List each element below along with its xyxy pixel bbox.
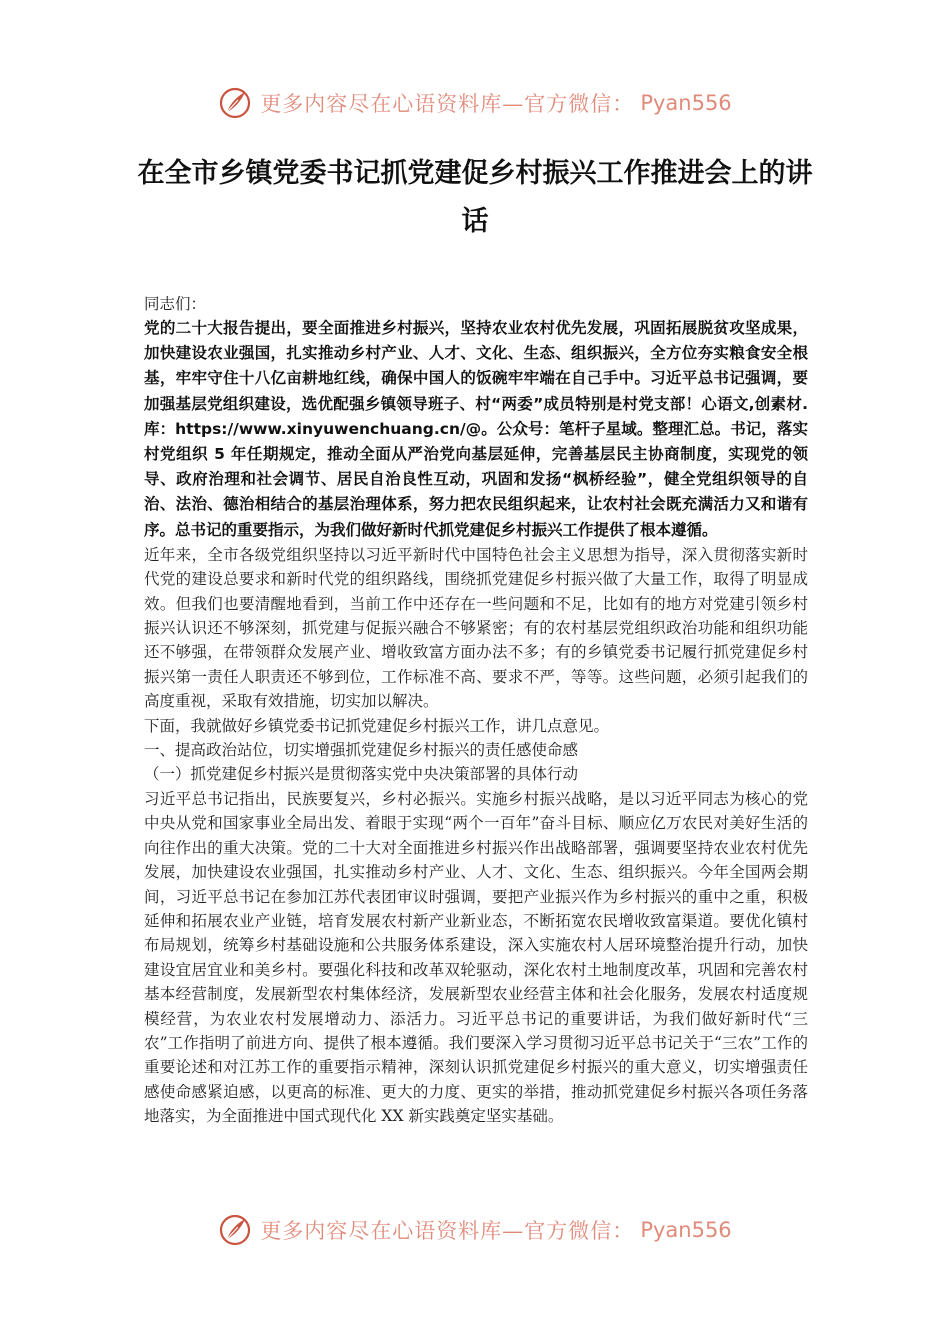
paragraph: 近年来，全市各级党组织坚持以习近平新时代中国特色社会主义思想为指导，深入贯彻落实新时代党的建设总要求和新时代党的组织路线，围绕抓党建促乡村振兴做了大量工作，取得了明显成效。但我们也要清醒地看到，当前工作中还存在一些问题和不足，比如有的地方对党建引领乡村振兴认识还不够深刻，抓党建与促振兴融合不够紧密；有的农村基层党组织政治功能和组织功能还不够强，在带领群众发展产业、增收致富方面办法不多；有的乡镇党委书记履行抓党建促乡村振兴第一责任人职责还不够到位，工作标准不高、要求不严，等等。这些问题，必须引起我们的高度重视，采取有效措施，切实加以解决。 — [144, 545, 808, 711]
quill-pen-icon — [218, 1213, 252, 1247]
paragraph: 习近平总书记指出，民族要复兴，乡村必振兴。实施乡村振兴战略，是以习近平同志为核心的党中央从党和国家事业全局出发、着眼于实现“两个一百年”奋斗目标、顺应亿万农民对美好生活的向往作出的重大决策。党的二十大对全面推进乡村振兴作出战略部署，强调要坚持农业农村优先发展，加快建设农业强国，扎实推动乡村产业、人才、文化、生态、组织振兴。今年全国两会期间，习近平总书记在参加江苏代表团审议时强调，要把产业振兴作为乡村振兴的重中之重，积极延伸和拓展农业产业链，培育发展农村新产业新业态，不断拓宽农民增收致富渠道。要优化镇村布局规划，统筹乡村基础设施和公共服务体系建设，深入实施农村人居环境整治提升行动，加快建设宜居宜业和美乡村。要强化科技和改革双轮驱动，深化农村土地制度改革，巩固和完善农村基本经营制度，发展新型农村集体经济，发展新型农业经营主体和社会化服务，发展农村适度规模经营，为农业农村发展增动力、添活力。习近平总书记的重要讲话，为我们做好新时代“三农”工作指明了前进方向、提供了根本遵循。我们要深入学习贯彻习近平总书记关于“三农”工作的重要论述和对江苏工作的重要指示精神，深刻认识抓党建促乡村振兴的重大意义，切实增强责任感使命感紧迫感，以更高的标准、更大的力度、更实的举措，推动抓党建促乡村振兴各项任务落地落实，为全面推进中国式现代化 XX 新实践奠定坚实基础。 — [144, 789, 808, 1126]
header-banner — [0, 80, 950, 126]
document-title: 在全市乡镇党委书记抓党建促乡村振兴工作推进会上的讲话 — [137, 158, 813, 237]
section-heading: 一、提高政治站位，切实增强抓党建促乡村振兴的责任感使命感 — [144, 741, 579, 760]
banner-wechat-id: Pyan556 — [640, 1218, 732, 1242]
salutation: 同志们： — [144, 295, 207, 313]
paragraph: 下面，我就做好乡镇党委书记抓党建促乡村振兴工作，讲几点意见。 — [144, 716, 610, 735]
banner-wechat-id: Pyan556 — [640, 91, 732, 115]
quill-pen-icon — [218, 86, 252, 120]
document-body — [144, 292, 808, 1129]
subsection-heading: （一）抓党建促乡村振兴是贯彻落实党中央决策部署的具体行动 — [144, 765, 579, 784]
banner-text: 更多内容尽在心语资料库—官方微信： — [260, 1219, 635, 1243]
footer-banner — [0, 1207, 950, 1253]
banner-text: 更多内容尽在心语资料库—官方微信： — [260, 92, 635, 116]
paragraph-intro: 党的二十大报告提出，要全面推进乡村振兴，坚持农业农村优先发展，巩固拓展脱贫攻坚成果，加快建设农业强国，扎实推动乡村产业、人才、文化、生态、组织振兴，全方位夯实粮食安全根基，牢牢守住十八亿亩耕地红线，确保中国人的饭碗牢牢端在自己手中。习近平总书记强调，要加强基层党组织建设，选优配强乡镇领导班子、村“两委”成员特别是村党支部！心语文,创素材.库：https://www.xinyuwenchuang.cn/@。公众号：笔杆子星域。整理汇总。书记，落实村党组织 5 年任期规定，推动全面从严治党向基层延伸，完善基层民主协商制度，实现党的领导、政府治理和社会调节、居民自治良性互动，巩固和发扬“枫桥经验”，健全党组织领导的自治、法治、德治相结合的基层治理体系，努力把农民组织起来，让农村社会既充满活力又和谐有序。总书记的重要指示，为我们做好新时代抓党建促乡村振兴工作提供了根本遵循。 — [144, 319, 808, 539]
